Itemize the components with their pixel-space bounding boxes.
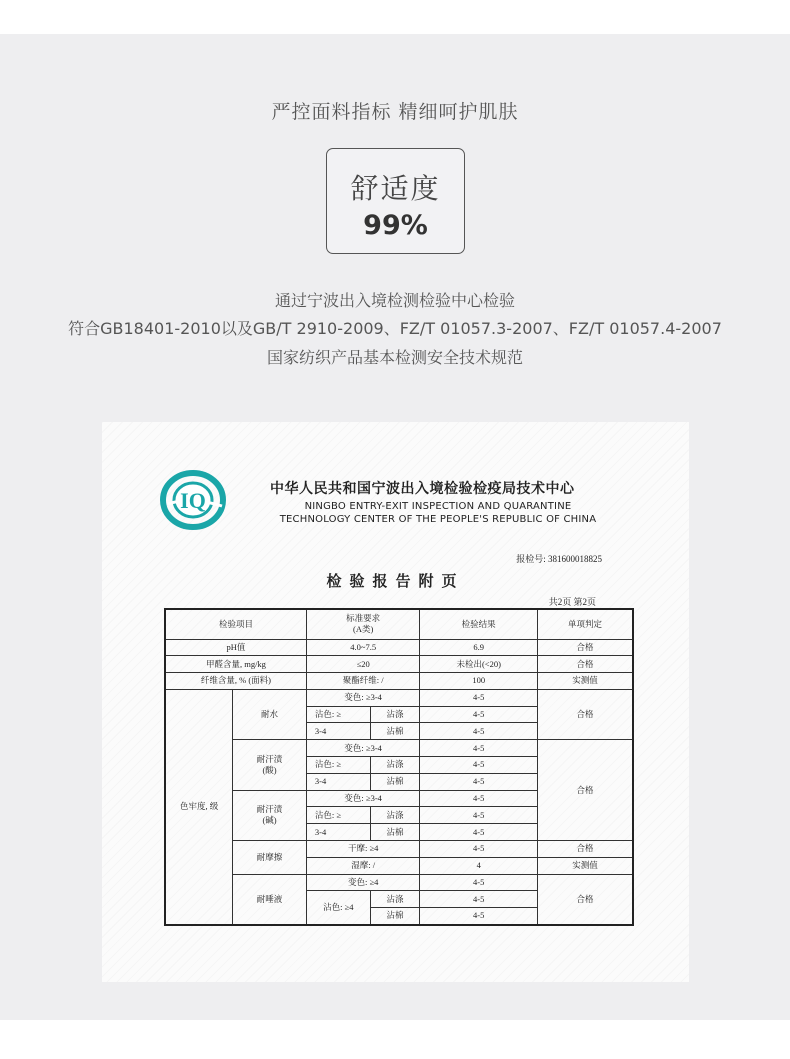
cell-standard: 变色: ≥4 (306, 874, 420, 891)
cell-verdict: 合格 (537, 874, 633, 924)
cell-result: 4-5 (420, 689, 537, 706)
cell-result: 4-5 (420, 740, 537, 757)
cell-verdict: 实测值 (537, 857, 633, 874)
cell-item: 纤维含量, % (面料) (165, 673, 306, 690)
cell-result: 4-5 (420, 790, 537, 807)
cell-stain-grade: 3-4 (306, 773, 370, 790)
cell-standard: 湿摩: / (306, 857, 420, 874)
cell-item: 甲醛含量, mg/kg (165, 656, 306, 673)
cell-stain-polyester: 沾涤 (370, 891, 420, 908)
cell-sweat-alkaline (233, 790, 307, 840)
cell-stain-cotton: 沾棉 (370, 723, 420, 740)
cell-result: 100 (420, 673, 537, 690)
report-number: 报检号: 381600018825 (516, 554, 602, 564)
cell-result: 4-5 (420, 723, 537, 740)
cell-result: 4-5 (420, 706, 537, 723)
desc-line-1: 通过宁波出入境检测检验中心检验 (274, 291, 515, 310)
cell-result: 4-5 (420, 824, 537, 841)
cell-standard: 变色: ≥3-4 (306, 790, 420, 807)
cell-result: 6.9 (420, 639, 537, 656)
comfort-value: 99% (363, 210, 428, 241)
table-header-row (165, 609, 633, 639)
cell-stain-polyester: 沾涤 (370, 807, 420, 824)
cell-verdict: 合格 (537, 841, 633, 858)
table-row (165, 841, 633, 858)
cell-result: 4-5 (420, 874, 537, 891)
cell-standard: ≤20 (306, 656, 420, 673)
cell-stain-cotton: 沾棉 (370, 773, 420, 790)
cell-sweat-acid-line-1: 耐汗渍 (256, 753, 283, 764)
org-name-en-1: NINGBO ENTRY-EXIT INSPECTION AND QUARANTINE (304, 501, 572, 512)
cell-stain-polyester: 沾涤 (370, 757, 420, 774)
cell-standard: 干摩: ≥4 (306, 841, 420, 858)
cell-verdict: 合格 (537, 689, 633, 739)
cell-result: 未检出(<20) (420, 656, 537, 673)
cell-fastness-label: 色牢度, 级 (165, 689, 233, 924)
cell-rubbing: 耐摩擦 (233, 841, 307, 875)
header-result: 检验结果 (420, 609, 537, 639)
desc-line-2: 符合GB18401-2010以及GB/T 2910-2009、FZ/T 01057.3-2007、FZ/T 01057.4-2007 (68, 319, 722, 338)
cell-stain-cotton: 沾棉 (370, 908, 420, 925)
cell-result: 4-5 (420, 891, 537, 908)
cell-stain-label: 沾色: ≥ (306, 757, 370, 774)
cell-verdict: 实测值 (537, 673, 633, 690)
cell-result: 4-5 (420, 841, 537, 858)
test-results-table (164, 608, 634, 926)
section-heading: 严控面料指标 精细呵护肌肤 (271, 101, 519, 123)
cell-stain-label: 沾色: ≥4 (306, 891, 370, 925)
cell-result: 4-5 (420, 908, 537, 925)
cell-result: 4 (420, 857, 537, 874)
cell-sweat-acid (233, 740, 307, 790)
cell-standard: 变色: ≥3-4 (306, 740, 420, 757)
header-verdict: 单项判定 (537, 609, 633, 639)
cell-item: pH值 (165, 639, 306, 656)
header-standard-line-1: 标准要求 (346, 613, 381, 624)
page-count: 共2页 第2页 (548, 597, 596, 607)
table-row (165, 689, 633, 706)
table-row (165, 656, 633, 673)
table-row (165, 673, 633, 690)
report-title: 检验报告附页 (326, 572, 465, 590)
cell-sweat-alkaline-line-2: (碱) (262, 815, 277, 826)
comfort-label: 舒适度 (350, 172, 441, 205)
table-row (165, 740, 633, 757)
cell-stain-label: 沾色: ≥ (306, 807, 370, 824)
cell-verdict: 合格 (537, 656, 633, 673)
cell-standard: 变色: ≥3-4 (306, 689, 420, 706)
cell-verdict: 合格 (537, 740, 633, 841)
logo-text: IQ (180, 488, 206, 513)
cell-stain-label: 沾色: ≥ (306, 706, 370, 723)
cell-saliva: 耐唾液 (233, 874, 307, 924)
cell-result: 4-5 (420, 807, 537, 824)
cell-result: 4-5 (420, 757, 537, 774)
org-name-cn: 中华人民共和国宁波出入境检验检疫局技术中心 (270, 481, 575, 497)
cell-stain-cotton: 沾棉 (370, 824, 420, 841)
cell-water: 耐水 (233, 689, 307, 739)
header-standard-line-2: (A类) (353, 624, 374, 635)
cell-standard: 4.0~7.5 (306, 639, 420, 656)
table-row (165, 639, 633, 656)
cell-stain-grade: 3-4 (306, 723, 370, 740)
cell-stain-grade: 3-4 (306, 824, 370, 841)
cell-sweat-acid-line-2: (酸) (262, 764, 277, 775)
cell-verdict: 合格 (537, 639, 633, 656)
inspection-report (102, 422, 689, 982)
cell-stain-polyester: 沾涤 (370, 706, 420, 723)
desc-line-3: 国家纺织产品基本检测安全技术规范 (266, 348, 523, 367)
org-name-en-2: TECHNOLOGY CENTER OF THE PEOPLE'S REPUBLIC OF CHINA (279, 514, 597, 525)
cell-result: 4-5 (420, 773, 537, 790)
cell-sweat-alkaline-line-1: 耐汗渍 (256, 804, 283, 815)
comfort-badge (326, 148, 465, 254)
table-row (165, 874, 633, 891)
header-standard (306, 609, 420, 639)
header-item: 检验项目 (165, 609, 306, 639)
cell-standard: 聚酯纤维: / (306, 673, 420, 690)
